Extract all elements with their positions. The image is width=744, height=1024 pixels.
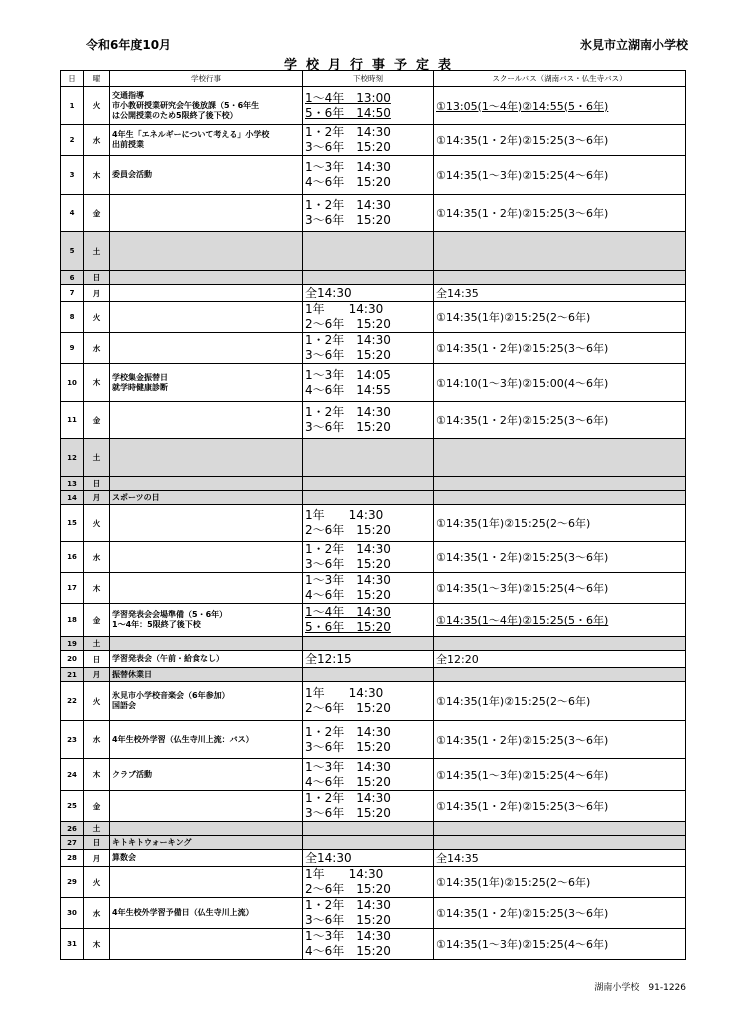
bus-cell	[434, 195, 686, 232]
bus-cell	[434, 542, 686, 573]
event-cell	[110, 651, 303, 668]
dismissal-cell	[303, 125, 434, 156]
dismissal-cell	[303, 87, 434, 125]
event-line: 4年生校外学習予備日（仏生寺川上流）	[112, 908, 254, 917]
day-cell: 25	[61, 791, 84, 822]
event-line: 出前授業	[112, 140, 144, 149]
day-cell: 11	[61, 402, 84, 439]
dismissal-cell	[303, 285, 434, 302]
bus-times: ①14:35(1～3年)②15:25(4～6年)	[436, 938, 609, 951]
bus-times: 全14:35	[436, 852, 479, 865]
table-row	[61, 491, 686, 505]
bus-times: ①14:35(1年)②15:25(2～6年)	[436, 517, 591, 530]
bus-cell	[434, 271, 686, 285]
day-cell: 22	[61, 682, 84, 721]
dismissal-cell	[303, 156, 434, 195]
table-row	[61, 156, 686, 195]
day-cell: 21	[61, 668, 84, 682]
dismissal-line: 1・2年 14:30	[305, 125, 391, 139]
event-cell	[110, 302, 303, 333]
day-cell: 1	[61, 87, 84, 125]
bus-cell	[434, 302, 686, 333]
table-row	[61, 836, 686, 850]
day-cell: 13	[61, 477, 84, 491]
weekday-cell: 土	[84, 822, 110, 836]
bus-cell	[434, 125, 686, 156]
weekday-cell: 木	[84, 156, 110, 195]
day-cell: 7	[61, 285, 84, 302]
weekday-cell: 火	[84, 87, 110, 125]
dismissal-cell	[303, 682, 434, 721]
event-cell	[110, 836, 303, 850]
dismissal-cell	[303, 929, 434, 960]
dismissal-cell	[303, 542, 434, 573]
event-cell	[110, 125, 303, 156]
event-cell	[110, 759, 303, 791]
bus-times: ①14:35(1・2年)②15:25(3～6年)	[436, 414, 609, 427]
dismissal-line: 1年 14:30	[305, 867, 384, 881]
dismissal-cell	[303, 637, 434, 651]
dismissal-cell	[303, 850, 434, 867]
day-cell: 9	[61, 333, 84, 364]
event-cell	[110, 195, 303, 232]
day-cell: 4	[61, 195, 84, 232]
day-cell: 20	[61, 651, 84, 668]
dismissal-line: 1・2年 14:30	[305, 791, 391, 805]
table-row	[61, 651, 686, 668]
bus-times: ①14:35(1・2年)②15:25(3～6年)	[436, 207, 609, 220]
dismissal-cell	[303, 477, 434, 491]
dismissal-line: 1・2年 14:30	[305, 542, 391, 556]
table-row	[61, 195, 686, 232]
dismissal-line: 1～3年 14:30	[305, 160, 391, 174]
dismissal-line: 3～6年 15:20	[305, 420, 391, 434]
dismissal-line: 5・6年 14:50	[305, 105, 391, 120]
bus-times: ①14:35(1年)②15:25(2～6年)	[436, 876, 591, 889]
bus-times: ①14:10(1～3年)②15:00(4～6年)	[436, 376, 609, 390]
event-line: 市小教研授業研究会午後放課（5・6年生	[112, 100, 260, 110]
bus-cell	[434, 505, 686, 542]
day-cell: 27	[61, 836, 84, 850]
bus-times: ①14:35(1・2年)②15:25(3～6年)	[436, 551, 609, 564]
event-line: 振替休業日	[112, 669, 152, 679]
weekday-cell: 水	[84, 125, 110, 156]
event-cell	[110, 156, 303, 195]
table-row	[61, 822, 686, 836]
bus-cell	[434, 791, 686, 822]
bus-times: ①14:35(1・2年)②15:25(3～6年)	[436, 733, 609, 747]
weekday-cell: 木	[84, 929, 110, 960]
day-cell: 19	[61, 637, 84, 651]
table-row	[61, 637, 686, 651]
bus-cell	[434, 439, 686, 477]
event-cell	[110, 721, 303, 759]
dismissal-line: 3～6年 15:20	[305, 213, 391, 227]
event-line: 4年生「エネルギーについて考える」小学校	[112, 130, 270, 139]
dismissal-cell	[303, 271, 434, 285]
dismissal-cell	[303, 505, 434, 542]
table-row	[61, 929, 686, 960]
bus-cell	[434, 333, 686, 364]
weekday-cell: 金	[84, 791, 110, 822]
dismissal-line: 5・6年 15:20	[305, 620, 391, 634]
day-cell: 14	[61, 491, 84, 505]
dismissal-line: 全14:30	[305, 285, 352, 300]
weekday-cell: 日	[84, 836, 110, 850]
col-header-bus: スクールバス（湖南バス・仏生寺バス）	[434, 71, 686, 87]
dismissal-cell	[303, 232, 434, 271]
school-name: 氷見市立湖南小学校	[579, 38, 688, 52]
bus-times: ①14:35(1・2年)②15:25(3～6年)	[436, 907, 609, 920]
event-line: 1～4年：5限終了後下校	[112, 620, 201, 629]
table-header-row	[61, 71, 686, 87]
event-line: 学習発表会会場準備（5・6年）	[112, 610, 228, 619]
event-cell	[110, 477, 303, 491]
table-row	[61, 402, 686, 439]
day-cell: 24	[61, 759, 84, 791]
dismissal-line: 3～6年 15:20	[305, 348, 391, 362]
dismissal-line: 1～4年 13:00	[305, 90, 391, 105]
dismissal-line: 3～6年 15:20	[305, 140, 391, 154]
dismissal-cell	[303, 491, 434, 505]
weekday-cell: 火	[84, 302, 110, 333]
day-cell: 31	[61, 929, 84, 960]
event-line: 委員会活動	[112, 170, 152, 179]
table-row	[61, 759, 686, 791]
dismissal-cell	[303, 439, 434, 477]
dismissal-line: 1～3年 14:30	[305, 759, 391, 774]
dismissal-line: 4～6年 14:55	[305, 382, 391, 397]
bus-cell	[434, 759, 686, 791]
weekday-cell: 水	[84, 333, 110, 364]
weekday-cell: 木	[84, 573, 110, 604]
col-header-dismissal: 下校時刻	[303, 71, 434, 87]
event-cell	[110, 867, 303, 898]
dismissal-cell	[303, 402, 434, 439]
bus-times: ①13:05(1～4年)②14:55(5・6年)	[436, 99, 609, 113]
table-row	[61, 721, 686, 759]
day-cell: 30	[61, 898, 84, 929]
event-cell	[110, 439, 303, 477]
bus-cell	[434, 651, 686, 668]
event-line: スポーツの日	[112, 492, 160, 502]
col-header-event: 学校行事	[110, 71, 303, 87]
bus-cell	[434, 850, 686, 867]
weekday-cell: 火	[84, 682, 110, 721]
event-line: キトキトウォーキング	[112, 837, 192, 847]
event-cell	[110, 364, 303, 402]
dismissal-line: 2～6年 15:20	[305, 882, 391, 896]
table-row	[61, 333, 686, 364]
dismissal-line: 3～6年 15:20	[305, 913, 391, 927]
event-cell	[110, 850, 303, 867]
weekday-cell: 水	[84, 721, 110, 759]
weekday-cell: 金	[84, 195, 110, 232]
bus-cell	[434, 604, 686, 637]
col-header-dow: 曜	[84, 71, 110, 87]
bus-cell	[434, 402, 686, 439]
day-cell: 5	[61, 232, 84, 271]
dismissal-cell	[303, 867, 434, 898]
dismissal-line: 3～6年 15:20	[305, 806, 391, 820]
table-row	[61, 850, 686, 867]
day-cell: 26	[61, 822, 84, 836]
day-cell: 8	[61, 302, 84, 333]
event-cell	[110, 542, 303, 573]
event-line: 就学時健康診断	[112, 382, 168, 392]
bus-cell	[434, 637, 686, 651]
bus-cell	[434, 867, 686, 898]
bus-times: ①14:35(1～3年)②15:25(4～6年)	[436, 768, 609, 782]
dismissal-line: 1～3年 14:30	[305, 929, 391, 943]
bus-cell	[434, 668, 686, 682]
dismissal-line: 4～6年 15:20	[305, 588, 391, 602]
dismissal-line: 4～6年 15:20	[305, 774, 391, 789]
table-row	[61, 271, 686, 285]
event-cell	[110, 791, 303, 822]
table-row	[61, 439, 686, 477]
table-row	[61, 364, 686, 402]
day-cell: 16	[61, 542, 84, 573]
dismissal-line: 2～6年 15:20	[305, 701, 391, 715]
bus-cell	[434, 232, 686, 271]
dismissal-cell	[303, 898, 434, 929]
event-cell	[110, 333, 303, 364]
event-line: 学校集金振替日	[112, 372, 168, 382]
dismissal-cell	[303, 759, 434, 791]
table-row	[61, 232, 686, 271]
weekday-cell: 土	[84, 439, 110, 477]
weekday-cell: 土	[84, 232, 110, 271]
bus-times: ①14:35(1・2年)②15:25(3～6年)	[436, 342, 609, 355]
day-cell: 3	[61, 156, 84, 195]
bus-cell	[434, 573, 686, 604]
event-cell	[110, 637, 303, 651]
weekday-cell: 月	[84, 491, 110, 505]
weekday-cell: 火	[84, 505, 110, 542]
event-cell	[110, 232, 303, 271]
event-line: 算数会	[112, 853, 136, 862]
table-row	[61, 505, 686, 542]
dismissal-line: 1年 14:30	[305, 302, 384, 316]
weekday-cell: 月	[84, 285, 110, 302]
day-cell: 10	[61, 364, 84, 402]
weekday-cell: 金	[84, 604, 110, 637]
dismissal-cell	[303, 791, 434, 822]
dismissal-line: 3～6年 15:20	[305, 557, 391, 571]
weekday-cell: 日	[84, 651, 110, 668]
bus-times: ①14:35(1～3年)②15:25(4～6年)	[436, 582, 609, 595]
weekday-cell: 水	[84, 542, 110, 573]
fiscal-month-label: 令和6年度10月	[86, 38, 172, 52]
footer-contact: 湖南小学校 91-1226	[594, 983, 686, 993]
bus-cell	[434, 87, 686, 125]
event-cell	[110, 505, 303, 542]
event-cell	[110, 898, 303, 929]
table-row	[61, 125, 686, 156]
table-row	[61, 604, 686, 637]
dismissal-line: 2～6年 15:20	[305, 317, 391, 331]
bus-cell	[434, 364, 686, 402]
weekday-cell: 水	[84, 898, 110, 929]
table-row	[61, 87, 686, 125]
event-line: 交通指導	[112, 90, 144, 100]
table-row	[61, 477, 686, 491]
day-cell: 29	[61, 867, 84, 898]
bus-times: 全14:35	[436, 287, 479, 300]
dismissal-line: 1・2年 14:30	[305, 724, 391, 739]
dismissal-line: 1・2年 14:30	[305, 333, 391, 347]
col-header-day: 日	[61, 71, 84, 87]
event-cell	[110, 285, 303, 302]
bus-times: ①14:35(1年)②15:25(2～6年)	[436, 311, 591, 324]
table-row	[61, 898, 686, 929]
bus-cell	[434, 156, 686, 195]
dismissal-line: 1～4年 14:30	[305, 605, 391, 619]
weekday-cell: 土	[84, 637, 110, 651]
bus-cell	[434, 721, 686, 759]
dismissal-cell	[303, 668, 434, 682]
dismissal-line: 3～6年 15:20	[305, 739, 391, 754]
weekday-cell: 月	[84, 668, 110, 682]
dismissal-cell	[303, 836, 434, 850]
dismissal-line: 1～3年 14:05	[305, 367, 391, 382]
event-cell	[110, 491, 303, 505]
event-line: 国語会	[112, 701, 136, 710]
event-line: 4年生校外学習（仏生寺川上流：バス）	[112, 734, 254, 744]
dismissal-line: 4～6年 15:20	[305, 944, 391, 958]
event-line: は公開授業のため5限終了後下校）	[112, 110, 238, 120]
day-cell: 17	[61, 573, 84, 604]
event-cell	[110, 929, 303, 960]
dismissal-line: 4～6年 15:20	[305, 175, 391, 189]
schedule-table	[60, 70, 686, 960]
dismissal-line: 1年 14:30	[305, 686, 384, 700]
event-cell	[110, 668, 303, 682]
event-cell	[110, 271, 303, 285]
weekday-cell: 火	[84, 867, 110, 898]
dismissal-line: 2～6年 15:20	[305, 523, 391, 537]
event-line: クラブ活動	[112, 769, 152, 779]
day-cell: 23	[61, 721, 84, 759]
weekday-cell: 金	[84, 402, 110, 439]
dismissal-line: 1・2年 14:30	[305, 198, 391, 212]
day-cell: 18	[61, 604, 84, 637]
bus-cell	[434, 491, 686, 505]
weekday-cell: 月	[84, 850, 110, 867]
dismissal-line: 全12:15	[305, 651, 352, 666]
dismissal-cell	[303, 604, 434, 637]
event-cell	[110, 682, 303, 721]
event-line: 氷見市小学校音楽会（6年参加）	[112, 691, 230, 700]
bus-times: ①14:35(1・2年)②15:25(3～6年)	[436, 134, 609, 147]
dismissal-line: 全14:30	[305, 850, 352, 865]
dismissal-cell	[303, 364, 434, 402]
table-row	[61, 791, 686, 822]
event-cell	[110, 604, 303, 637]
dismissal-cell	[303, 573, 434, 604]
bus-times: ①14:35(1年)②15:25(2～6年)	[436, 695, 591, 708]
weekday-cell: 木	[84, 364, 110, 402]
dismissal-line: 1・2年 14:30	[305, 898, 391, 912]
bus-cell	[434, 929, 686, 960]
dismissal-line: 1・2年 14:30	[305, 405, 391, 419]
dismissal-cell	[303, 721, 434, 759]
table-row	[61, 682, 686, 721]
table-row	[61, 302, 686, 333]
event-cell	[110, 822, 303, 836]
day-cell: 2	[61, 125, 84, 156]
weekday-cell: 木	[84, 759, 110, 791]
dismissal-line: 1～3年 14:30	[305, 573, 391, 587]
table-row	[61, 573, 686, 604]
bus-times: 全12:20	[436, 653, 479, 666]
day-cell: 15	[61, 505, 84, 542]
day-cell: 6	[61, 271, 84, 285]
bus-cell	[434, 822, 686, 836]
dismissal-cell	[303, 651, 434, 668]
dismissal-cell	[303, 822, 434, 836]
table-row	[61, 867, 686, 898]
event-cell	[110, 87, 303, 125]
dismissal-cell	[303, 302, 434, 333]
weekday-cell: 日	[84, 477, 110, 491]
bus-cell	[434, 898, 686, 929]
bus-cell	[434, 836, 686, 850]
bus-times: ①14:35(1～4年)②15:25(5・6年)	[436, 614, 609, 627]
event-cell	[110, 573, 303, 604]
bus-times: ①14:35(1～3年)②15:25(4～6年)	[436, 169, 609, 182]
dismissal-cell	[303, 195, 434, 232]
table-row	[61, 285, 686, 302]
dismissal-cell	[303, 333, 434, 364]
bus-cell	[434, 477, 686, 491]
bus-cell	[434, 682, 686, 721]
table-row	[61, 668, 686, 682]
dismissal-line: 1年 14:30	[305, 508, 384, 522]
day-cell: 28	[61, 850, 84, 867]
bus-cell	[434, 285, 686, 302]
bus-times: ①14:35(1・2年)②15:25(3～6年)	[436, 800, 609, 813]
event-line: 学習発表会（午前・給食なし）	[112, 654, 224, 663]
table-row	[61, 542, 686, 573]
weekday-cell: 日	[84, 271, 110, 285]
document-title: 学校月行事予定表	[283, 58, 460, 73]
event-cell	[110, 402, 303, 439]
day-cell: 12	[61, 439, 84, 477]
